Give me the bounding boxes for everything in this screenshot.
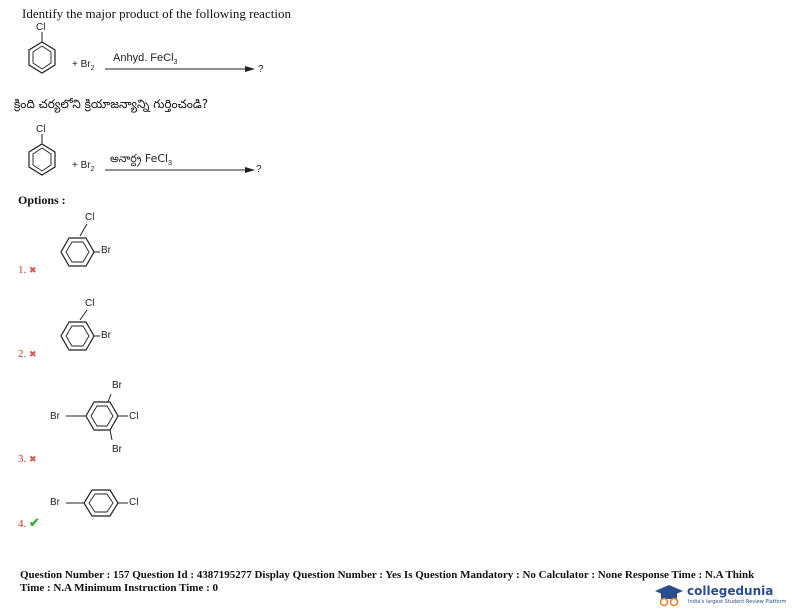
wrong-mark-icon: ✖ bbox=[29, 265, 37, 275]
question-text-telugu: క్రింది చర్యలోని క్రియాజన్యాన్ని గుర్తించండి? bbox=[14, 97, 209, 111]
br-label: Br bbox=[101, 245, 111, 256]
option-3-structure bbox=[46, 380, 166, 460]
option-2-structure bbox=[40, 298, 140, 360]
reaction-scheme-english bbox=[20, 22, 280, 86]
br-label: Br bbox=[101, 330, 111, 341]
option-3-number[interactable]: 3. ✖ bbox=[18, 453, 37, 465]
question-metadata-footer: Question Number : 157 Question Id : 4387195277 Display Question Number : Yes Is Question Mandatory : No Calculator : None Response Time : N.A Think Time : N.A Minimum Instruction Time : 0 bbox=[20, 569, 755, 594]
br-label: Br bbox=[50, 497, 60, 508]
product-unknown: ? bbox=[256, 164, 262, 175]
check-mark-icon: ✔ bbox=[29, 515, 40, 530]
br-bottom-label: Br bbox=[112, 444, 122, 455]
cl-label: Cl bbox=[129, 497, 139, 508]
bromochlorobenzene-para bbox=[46, 484, 166, 524]
reaction-scheme-telugu bbox=[20, 124, 280, 188]
reaction-arrow bbox=[105, 65, 255, 73]
br-top-label: Br bbox=[112, 380, 122, 391]
wrong-mark-icon: ✖ bbox=[29, 349, 37, 359]
condition-label: Anhyd. FeCl$_3$ bbox=[113, 52, 178, 67]
cl-label: Cl bbox=[129, 411, 139, 422]
collegedunia-logo-icon bbox=[654, 583, 684, 607]
option-4-structure bbox=[46, 484, 166, 524]
reagent-label: + $Br_2$ bbox=[72, 59, 95, 72]
wrong-mark-icon: ✖ bbox=[29, 454, 37, 464]
options-label: Options : bbox=[18, 193, 66, 207]
logo-text: collegedunia bbox=[687, 584, 774, 598]
cl-label: Cl bbox=[85, 212, 95, 223]
logo-tagline: India's largest Student Review Platform bbox=[688, 599, 787, 605]
substituent-label: Cl bbox=[36, 22, 46, 33]
question-text-english: Identify the major product of the following reaction bbox=[22, 6, 291, 21]
option-2-number[interactable]: 2. ✖ bbox=[18, 348, 37, 360]
product-unknown: ? bbox=[258, 64, 264, 75]
option-4-number[interactable]: 4. ✔ bbox=[18, 515, 40, 530]
tribromochlorobenzene bbox=[46, 380, 166, 460]
reaction-arrow bbox=[105, 166, 255, 174]
br-left-label: Br bbox=[50, 411, 60, 422]
cl-label: Cl bbox=[85, 298, 95, 309]
substituent-label: Cl bbox=[36, 124, 46, 135]
option-1-structure bbox=[40, 212, 140, 274]
option-1-number[interactable]: 1. ✖ bbox=[18, 264, 37, 276]
condition-label: అనార్ద్ర FeCl$_3$ bbox=[110, 152, 173, 168]
reagent-label: + $Br_2$ bbox=[72, 160, 95, 173]
